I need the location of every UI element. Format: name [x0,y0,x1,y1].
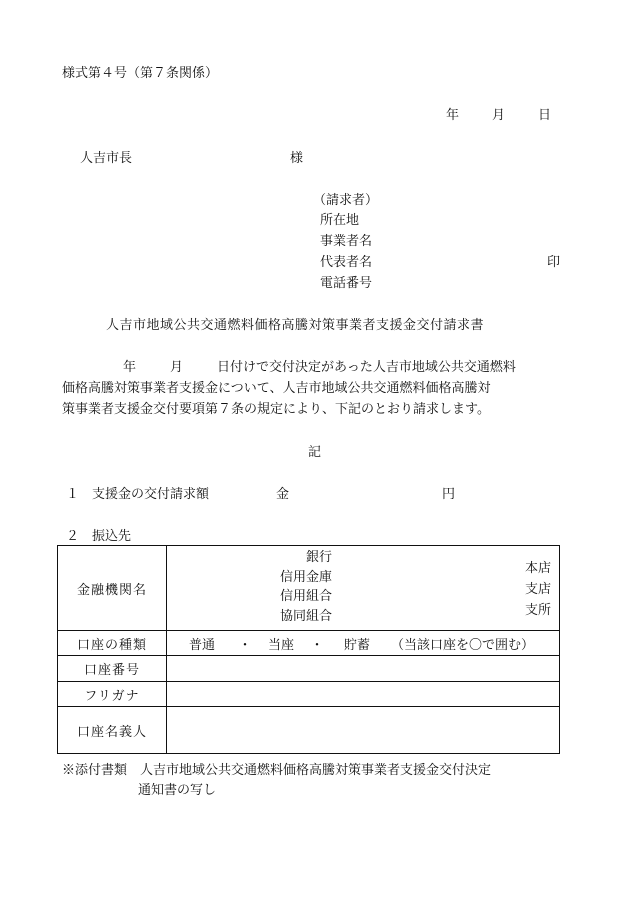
institution-type-shinkumi: 信用組合 [279,589,332,604]
item2-label: ２ 振込先 [66,529,132,544]
institution-type-kyodo: 協同組合 [279,608,332,624]
branch-type-branch: 支店 [524,582,551,597]
account-type-note: （当該口座を〇で囲む） [391,637,535,653]
account-number-field[interactable] [167,656,560,682]
seal-mark: 印 [547,255,561,270]
form-number: 様式第４号（第７条関係） [62,66,219,81]
item1-kin: 金 [276,487,290,502]
table-row [58,631,560,656]
financial-institution-label: 金融機関名 [58,546,167,631]
attachment-line-1: ※添付書類 人吉市地域公共交通燃料価格高騰対策事業者支援金交付決定 [62,763,492,778]
body-date-year: 年 [123,360,137,375]
table-row [58,682,560,707]
institution-type-list [272,548,332,626]
account-type-futsu[interactable]: 普通 [189,637,216,653]
body-line-3: 策事業者支援金交付要項第７条の規定により、下記のとおり請求します。 [62,402,490,417]
table-row [58,656,560,682]
requester-rep-label: 代表者名 [320,255,373,270]
requester-heading: （請求者） [313,193,379,208]
requester-phone-label: 電話番号 [320,276,373,291]
body-line-2: 価格高騰対策事業者支援金について、人吉市地域公共交通燃料価格高騰対 [62,381,491,396]
account-type-field[interactable] [167,631,560,656]
date-year-label: 年 [446,108,460,123]
requester-address-label: 所在地 [320,213,360,228]
institution-type-bank: 銀行 [305,550,332,565]
account-type-chochiku[interactable]: 貯蓄 [343,637,370,653]
item1-yen: 円 [442,487,456,502]
account-type-toza[interactable]: 当座 [267,637,294,653]
body-date-month: 月 [170,360,184,375]
bank-account-table [57,545,560,754]
table-row [58,707,560,754]
separator-dot: ・ [310,637,324,653]
separator-dot: ・ [238,637,252,653]
ki-heading: 記 [308,445,322,460]
date-month-label: 月 [492,108,506,123]
branch-type-list [525,558,551,621]
table-row [58,546,560,631]
furigana-field[interactable] [167,682,560,707]
branch-type-head: 本店 [524,561,551,576]
attachment-line-2: 通知書の写し [138,783,217,798]
branch-type-office: 支所 [524,603,551,618]
furigana-label: フリガナ [58,682,167,707]
item1-label: １ 支援金の交付請求額 [66,487,210,502]
addressee-honorific: 様 [290,151,304,166]
account-type-label: 口座の種類 [58,631,167,656]
document-title: 人吉市地域公共交通燃料価格高騰対策事業者支援金交付請求書 [106,318,485,333]
account-holder-field[interactable] [167,707,560,754]
financial-institution-field[interactable] [167,546,560,631]
account-holder-label: 口座名義人 [58,707,167,754]
body-line-1: 日付けで交付決定があった人吉市地域公共交通燃料 [217,360,516,375]
requester-business-label: 事業者名 [320,234,373,249]
addressee-name: 人吉市長 [80,151,133,166]
account-number-label: 口座番号 [58,656,167,682]
institution-type-shinkin: 信用金庫 [279,569,332,585]
date-day-label: 日 [538,108,552,123]
